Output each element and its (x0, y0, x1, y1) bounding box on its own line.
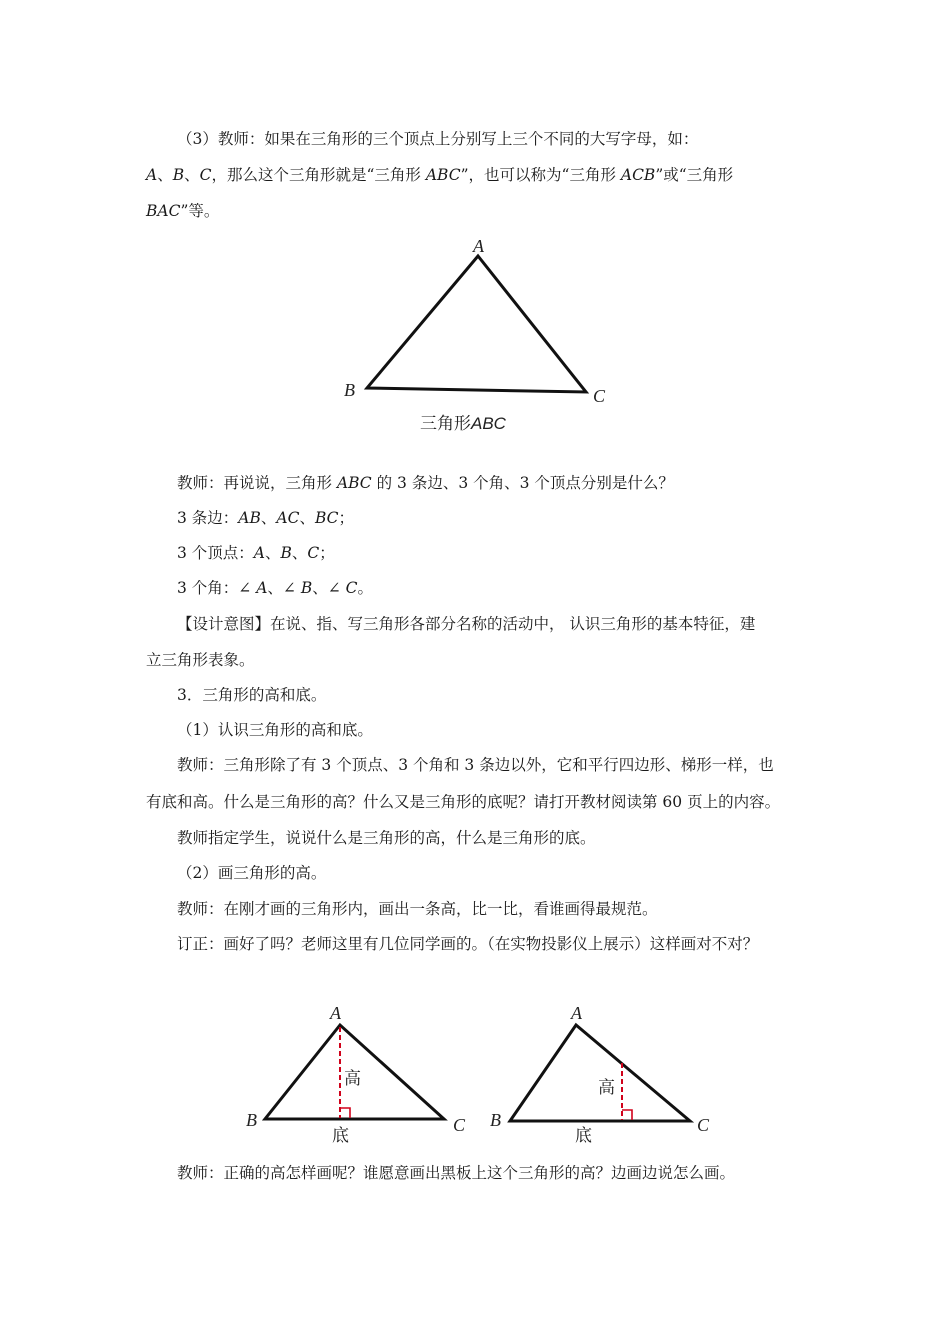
side-ab: AB (238, 509, 261, 527)
side-bc: BC (314, 509, 339, 527)
separator: 、 (184, 166, 200, 184)
name-bac: BAC (146, 202, 181, 220)
letter-c: C (199, 166, 212, 184)
height-base-figure (235, 995, 725, 1155)
text-fragment: 教师：再说说，三角形 (177, 474, 337, 492)
separator: 、∠ (312, 579, 346, 597)
teacher-question (177, 473, 674, 493)
figure-1-caption (420, 409, 506, 434)
right-triangle-group (490, 1003, 710, 1146)
separator: 、 (299, 509, 315, 527)
side-ac: AC (276, 509, 300, 527)
left-vertex-label-c: C (453, 1115, 466, 1135)
closing-teacher-paragraph: 教师：正确的高怎样画呢？谁愿意画出黑板上这个三角形的高？边画边说怎么画。 (177, 1164, 736, 1182)
caption-prefix: 三角形 (420, 414, 471, 434)
design-intent-line-1: 【设计意图】在说、指、写三角形各部分名称的活动中， 认识三角形的基本特征，建 (177, 615, 756, 633)
teacher-draw-paragraph: 教师：在刚才画的三角形内，画出一条高，比一比，看谁画得最规范。 (177, 900, 658, 918)
right-vertex-label-a: A (571, 1003, 582, 1023)
right-height-label: 高 (598, 1078, 615, 1098)
text-fragment: 3 个角：∠ (177, 579, 257, 597)
vertex-a: A (253, 544, 265, 562)
name-acb: ACB (620, 166, 656, 184)
vertices-answer (177, 543, 335, 563)
vertex-label-c: C (593, 386, 606, 406)
text-fragment: ”等。 (180, 202, 220, 220)
text-fragment: 3 个顶点： (177, 544, 254, 562)
letter-a: A (146, 166, 158, 184)
right-vertex-label-c: C (697, 1115, 710, 1135)
left-right-angle-mark (340, 1108, 350, 1118)
vertex-c: C (307, 544, 320, 562)
caption-abc: ABC (471, 414, 506, 433)
text-fragment: 3 条边： (177, 509, 239, 527)
triangle-abc-shape (367, 256, 586, 392)
separator: ； (319, 544, 335, 562)
separator: 、 (291, 544, 308, 562)
left-base-label: 底 (332, 1126, 349, 1146)
separator: 、∠ (267, 579, 301, 597)
text-fragment: ，那么这个三角形就是“三角形 (211, 166, 426, 184)
left-vertex-label-a: A (330, 1003, 341, 1023)
separator: 、 (157, 166, 173, 184)
separator: 、 (265, 544, 281, 562)
section-3-title: 3．三角形的高和底。 (177, 686, 327, 704)
right-base-label: 底 (575, 1126, 592, 1146)
right-right-angle-mark (622, 1110, 632, 1120)
subsection-1-title: （1）认识三角形的高和底。 (177, 721, 373, 739)
separator: 、 (260, 509, 277, 527)
angles-answer (177, 578, 373, 598)
sides-answer (177, 508, 354, 528)
name-abc: ABC (336, 474, 372, 492)
angle-c: C (345, 579, 358, 597)
left-height-label: 高 (344, 1069, 361, 1089)
letter-b: B (172, 166, 185, 184)
right-vertex-label-b: B (490, 1110, 501, 1130)
right-triangle-shape (510, 1025, 690, 1121)
text-fragment: ”，也可以称为“三角形 (460, 166, 621, 184)
vertex-label-a: A (473, 236, 484, 256)
design-intent-line-2: 立三角形表象。 (146, 651, 255, 669)
paragraph-3-line-1: （3）教师：如果在三角形的三个顶点上分别写上三个不同的大写字母，如： (177, 130, 699, 148)
angle-b: B (300, 579, 313, 597)
separator: ； (338, 509, 355, 527)
vertex-label-b: B (344, 380, 355, 400)
left-vertex-label-b: B (246, 1110, 257, 1130)
teacher-paragraph-line-1: 教师：三角形除了有 3 个顶点、3 个角和 3 条边以外，它和平行四边形、梯形一样，也 (177, 756, 774, 774)
paragraph-3-line-3 (146, 201, 219, 221)
teacher-paragraph-line-2: 有底和高。什么是三角形的高？什么又是三角形的底呢？请打开教材阅读第 60 页上的内容。 (146, 793, 781, 811)
paragraph-3-line-2 (146, 165, 733, 185)
text-fragment: ”或“三角形 (655, 166, 734, 184)
name-abc: ABC (425, 166, 461, 184)
correction-paragraph: 订正：画好了吗？老师这里有几位同学画的。（在实物投影仪上展示）这样画对不对？ (177, 935, 759, 953)
vertex-b: B (280, 544, 292, 562)
text-fragment: 的 3 条边、3 个角、3 个顶点分别是什么？ (371, 474, 674, 492)
left-triangle-group (246, 1003, 466, 1146)
separator: 。 (357, 579, 374, 597)
teacher-assign-paragraph: 教师指定学生，说说什么是三角形的高，什么是三角形的底。 (177, 829, 596, 847)
angle-a: A (256, 579, 268, 597)
subsection-2-title: （2）画三角形的高。 (177, 864, 327, 882)
